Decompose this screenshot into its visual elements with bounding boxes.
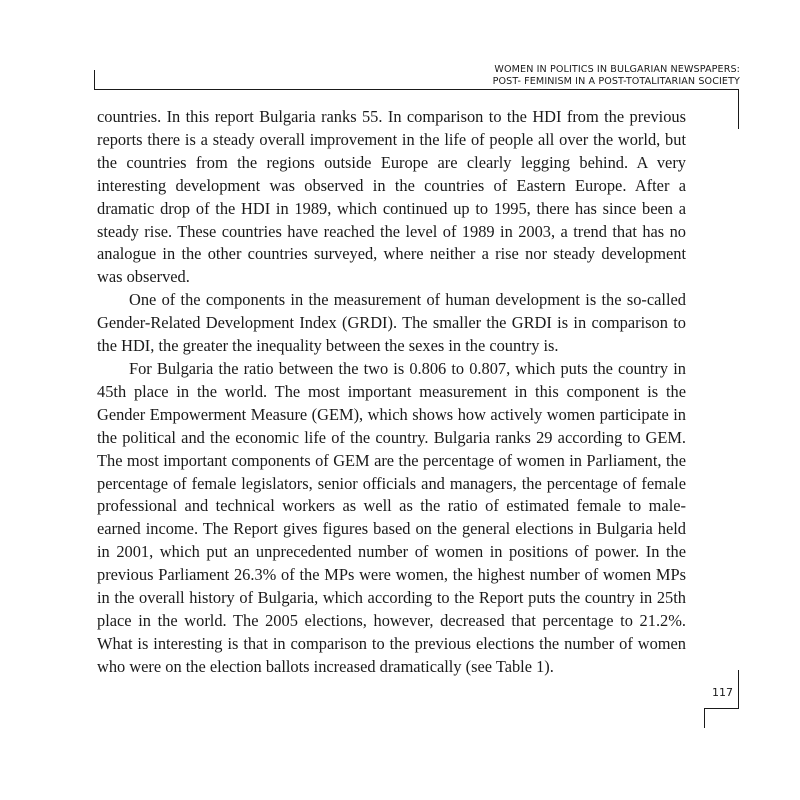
page-number: 117 bbox=[712, 686, 733, 699]
page-number-rule-vertical-top bbox=[738, 670, 739, 709]
header-rule-horizontal bbox=[94, 89, 739, 90]
header-rule-vertical-right bbox=[738, 89, 739, 129]
running-header bbox=[493, 64, 740, 87]
body-text bbox=[97, 106, 686, 679]
paragraph-3: For Bulgaria the ratio between the two is 0.806 to 0.807, which puts the country in 45th place in the world. The most important measurement in this component is the Gender Empowerment Measure (GEM), which shows how actively women participate in the political and the economic life of the country. Bulgaria ranks 29 according to GEM. The most important components of GEM are the percentage of women in Parliament, the percentage of female legislators, senior officials and managers, the percentage of female professional and technical workers as well as the ratio of estimated female to male-earned income. The Report gives figures based on the general elections in Bulgaria held in 2001, which put an unprecedented number of women in positions of power. In the previous Parliament 26.3% of the MPs were women, the highest number of women MPs in the overall history of Bulgaria, which according to the Report puts the country in 25th place in the world. The 2005 elections, however, decreased that percentage to 21.2%. What is interesting is that in comparison to the previous elections the number of women who were on the election ballots increased dramatically (see Table 1). bbox=[97, 358, 686, 676]
page-number-rule-vertical-bottom bbox=[704, 708, 705, 728]
paragraph-1: countries. In this report Bulgaria ranks 55. In comparison to the HDI from the previous reports there is a steady overall improvement in the life of people all over the world, but the countries from the regions outside Europe are clearly legging behind. A very interesting development was observed in the countries of Eastern Europe. After a dramatic drop of the HDI in 1989, which continued up to 1995, there has since been a steady rise. These countries have reached the level of 1989 in 2003, a trend that has no analogue in the other countries surveyed, where neither a rise nor steady development was observed. bbox=[97, 107, 686, 287]
running-header-line-2: POST- FEMINISM IN A POST-TOTALITARIAN SOCIETY bbox=[492, 75, 740, 87]
paragraph-2: One of the components in the measurement of human development is the so-called Gender-Related Development Index (GRDI). The smaller the GRDI is in comparison to the HDI, the greater the inequality between the sexes in the country is. bbox=[97, 290, 686, 356]
running-header-line-1: WOMEN IN POLITICS IN BULGARIAN NEWSPAPERS: bbox=[494, 64, 740, 75]
page-number-rule-horizontal bbox=[704, 708, 739, 709]
header-rule-vertical-left bbox=[94, 70, 95, 90]
